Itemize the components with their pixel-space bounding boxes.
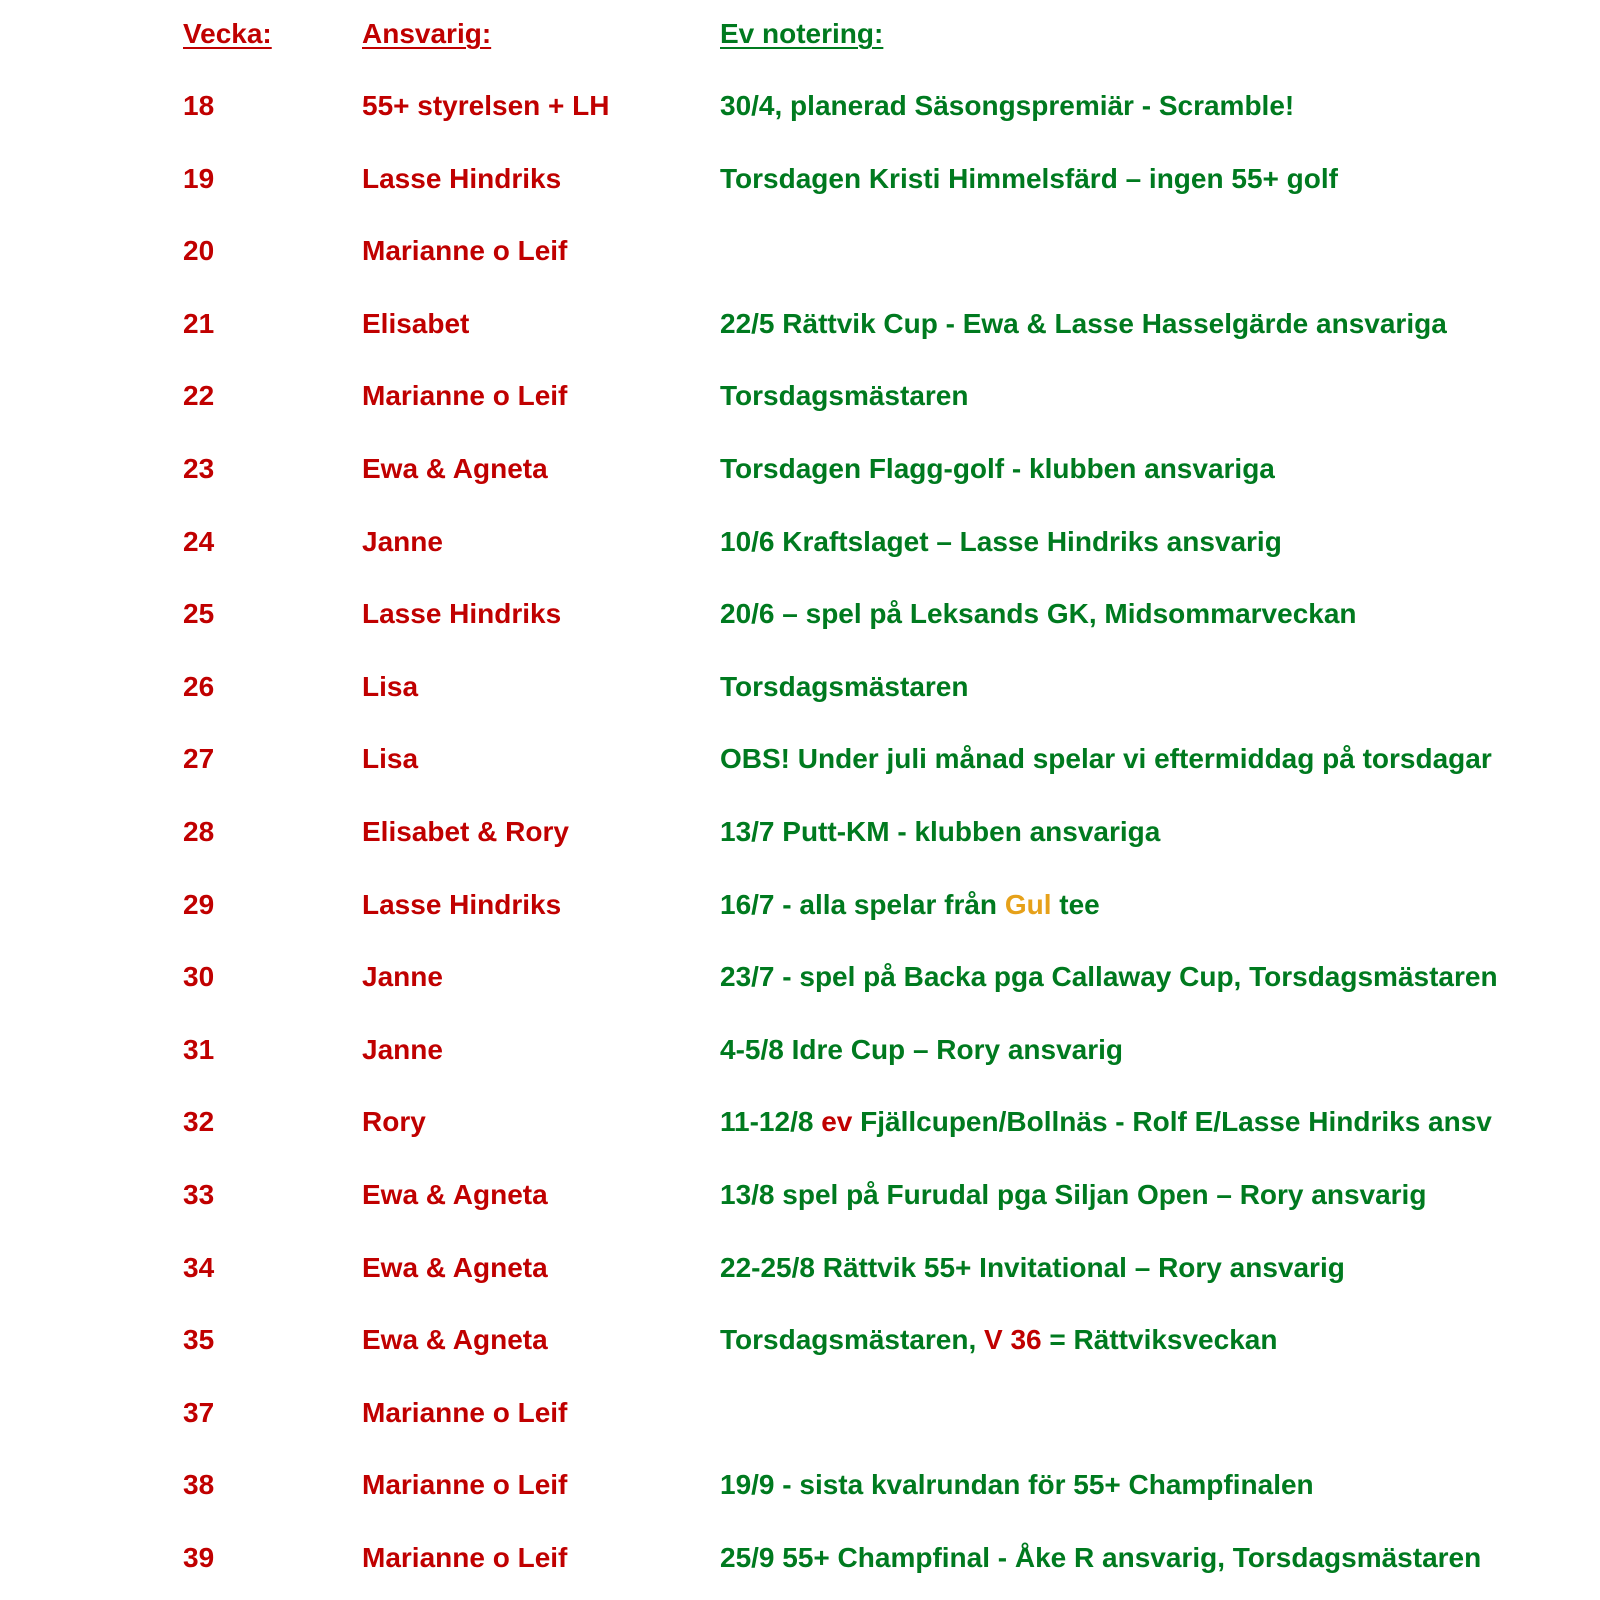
note-segment: 10/6 Kraftslaget – Lasse Hindriks ansvarig xyxy=(720,525,1282,557)
note-segment: 16/7 - alla spelar från xyxy=(720,888,1005,920)
table-row xyxy=(0,159,1600,199)
note-segment: Fjällcupen/Bollnäs - Rolf E/Lasse Hindriks ansv xyxy=(852,1106,1492,1138)
note-segment: 19/9 - sista kvalrundan för 55+ Champfinalen xyxy=(720,1469,1314,1501)
note-segment: Torsdagsmästaren, xyxy=(720,1324,985,1356)
table-row xyxy=(0,1465,1600,1505)
note-text xyxy=(720,1320,1277,1360)
responsible-name: Ewa & Agneta xyxy=(362,1251,548,1283)
week-number: 19 xyxy=(183,162,215,194)
week-number: 20 xyxy=(183,235,215,267)
week-number: 32 xyxy=(183,1106,215,1138)
week-number: 27 xyxy=(183,743,215,775)
table-row xyxy=(0,739,1600,779)
note-segment: Torsdagen Kristi Himmelsfärd – ingen 55+ golf xyxy=(720,162,1338,194)
week-number: 26 xyxy=(183,670,215,702)
table-row xyxy=(0,1030,1600,1070)
note-text xyxy=(720,1465,1314,1505)
responsible-name: Elisabet & Rory xyxy=(362,816,569,847)
week-number: 21 xyxy=(183,307,215,339)
responsible-name: Marianne o Leif xyxy=(362,1396,568,1428)
week-number: 24 xyxy=(183,525,215,557)
note-segment: 22-25/8 Rättvik 55+ Invitational – Rory ansvarig xyxy=(720,1251,1345,1283)
note-text xyxy=(720,1175,1426,1215)
note-segment: Torsdagsmästaren xyxy=(720,380,969,412)
responsible-name: Rory xyxy=(362,1106,426,1138)
note-text xyxy=(720,957,1498,997)
table-row xyxy=(0,304,1600,344)
note-segment: Gul xyxy=(1004,888,1052,920)
responsible-name: Ewa & Agneta xyxy=(362,1179,548,1210)
note-segment: OBS! Under juli månad spelar vi eftermiddag på torsdagar xyxy=(720,743,1492,775)
responsible-name: Marianne o Leif xyxy=(362,235,568,267)
table-row xyxy=(0,1102,1600,1142)
week-number: 38 xyxy=(183,1469,215,1501)
week-number: 31 xyxy=(183,1033,215,1065)
responsible-name: Janne xyxy=(362,961,443,993)
responsible-name: Lasse Hindriks xyxy=(362,598,562,630)
responsible-name: Marianne o Leif xyxy=(362,380,568,412)
note-text xyxy=(720,1538,1481,1578)
header-responsible: Ansvarig: xyxy=(362,18,492,49)
note-segment: 22/5 Rättvik Cup - Ewa & Lasse Hasselgärde ansvariga xyxy=(720,307,1447,339)
note-text xyxy=(720,667,968,707)
responsible-name: Marianne o Leif xyxy=(362,1469,568,1501)
week-number: 37 xyxy=(183,1396,215,1428)
note-text xyxy=(720,86,1294,126)
note-text xyxy=(720,1102,1492,1142)
table-row xyxy=(0,594,1600,634)
week-number: 28 xyxy=(183,816,215,847)
note-segment: V 36 xyxy=(984,1324,1042,1356)
note-segment: 11-12/8 xyxy=(720,1106,822,1138)
table-row xyxy=(0,957,1600,997)
table-row xyxy=(0,1175,1600,1215)
responsible-name: 55+ styrelsen + LH xyxy=(362,90,610,121)
table-header xyxy=(0,14,1600,54)
note-text xyxy=(720,1248,1345,1288)
note-segment: Torsdagsmästaren xyxy=(720,670,969,702)
table-row xyxy=(0,885,1600,925)
note-segment: 25/9 55+ Champfinal - Åke R ansvarig, Torsdagsmästaren xyxy=(720,1542,1482,1573)
note-segment: 4-5/8 Idre Cup – Rory ansvarig xyxy=(720,1033,1124,1065)
note-text xyxy=(720,522,1282,562)
note-text xyxy=(720,1030,1123,1070)
note-segment: tee xyxy=(1051,888,1100,920)
week-number: 25 xyxy=(183,598,215,630)
week-number: 35 xyxy=(183,1324,215,1356)
responsible-name: Lisa xyxy=(362,743,419,775)
week-number: 18 xyxy=(183,90,215,121)
note-segment: Torsdagen Flagg-golf - klubben ansvariga xyxy=(720,453,1275,484)
note-segment: 13/8 spel på Furudal pga Siljan Open – Rory ansvarig xyxy=(720,1179,1427,1210)
note-text xyxy=(720,594,1357,634)
responsible-name: Lasse Hindriks xyxy=(362,162,562,194)
table-row xyxy=(0,667,1600,707)
table-row xyxy=(0,1393,1600,1433)
note-text xyxy=(720,739,1492,779)
note-text xyxy=(720,449,1275,489)
table-row xyxy=(0,812,1600,852)
week-number: 23 xyxy=(183,453,215,484)
note-text xyxy=(720,812,1160,852)
table-row xyxy=(0,376,1600,416)
note-text xyxy=(720,885,1100,925)
responsible-name: Lasse Hindriks xyxy=(362,888,562,920)
week-number: 33 xyxy=(183,1179,215,1210)
responsible-name: Ewa & Agneta xyxy=(362,453,548,484)
responsible-name: Ewa & Agneta xyxy=(362,1324,548,1356)
table-row xyxy=(0,1538,1600,1578)
week-number: 34 xyxy=(183,1251,215,1283)
header-note: Ev notering: xyxy=(720,18,884,49)
table-row xyxy=(0,1248,1600,1288)
responsible-name: Lisa xyxy=(362,670,419,702)
week-number: 30 xyxy=(183,961,215,993)
note-segment: 30/4, planerad Säsongspremiär - Scramble! xyxy=(720,90,1295,121)
table-row xyxy=(0,86,1600,126)
table-row xyxy=(0,449,1600,489)
note-text xyxy=(720,376,968,416)
week-number: 39 xyxy=(183,1542,215,1573)
note-segment: ev xyxy=(821,1106,853,1138)
responsible-name: Elisabet xyxy=(362,307,470,339)
table-row xyxy=(0,522,1600,562)
note-text xyxy=(720,159,1338,199)
responsible-name: Marianne o Leif xyxy=(362,1542,568,1573)
table-row xyxy=(0,231,1600,271)
note-segment: 20/6 – spel på Leksands GK, Midsommarveckan xyxy=(720,598,1357,630)
note-segment: 13/7 Putt-KM - klubben ansvariga xyxy=(720,816,1161,847)
responsible-name: Janne xyxy=(362,1033,443,1065)
note-segment: 23/7 - spel på Backa pga Callaway Cup, Torsdagsmästaren xyxy=(720,961,1498,993)
note-segment: = Rättviksveckan xyxy=(1041,1324,1278,1356)
table-row xyxy=(0,1320,1600,1360)
header-week: Vecka: xyxy=(183,18,272,49)
week-number: 22 xyxy=(183,380,215,412)
note-text xyxy=(720,304,1447,344)
responsible-name: Janne xyxy=(362,525,443,557)
week-number: 29 xyxy=(183,888,215,920)
